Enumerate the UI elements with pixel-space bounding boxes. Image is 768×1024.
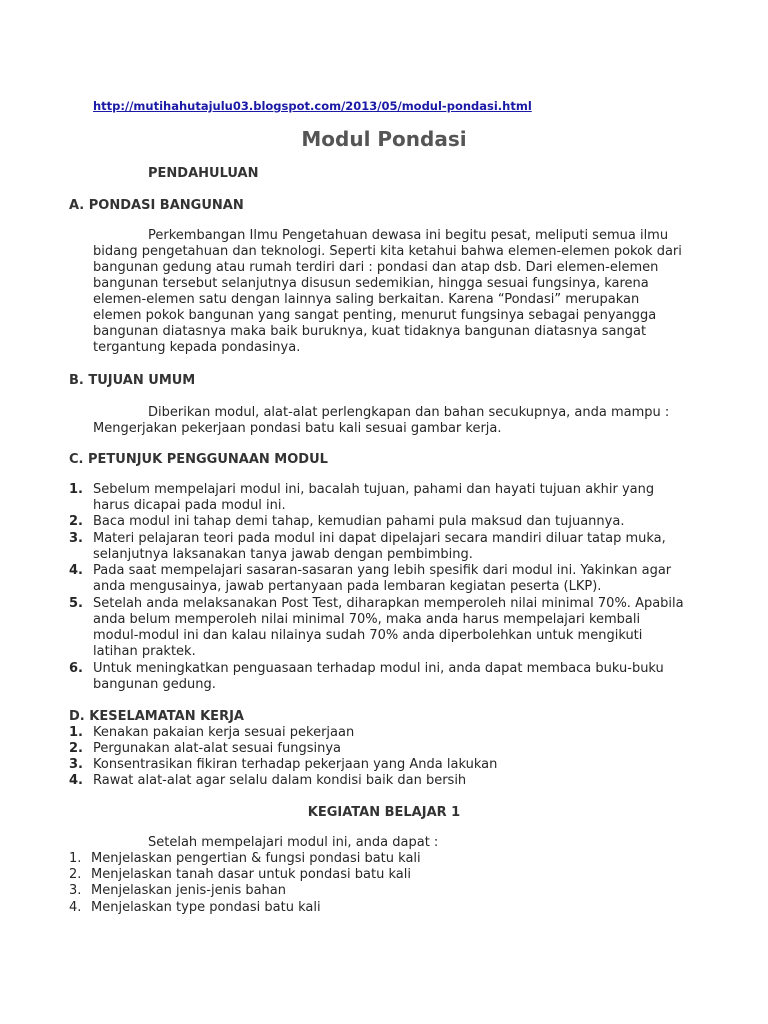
kegiatan-intro: Setelah mempelajari modul ini, anda dapat :: [148, 835, 439, 850]
list-number: 2.: [69, 867, 82, 882]
list-text: Menjelaskan pengertian & fungsi pondasi batu kali: [91, 851, 421, 866]
list-text: Menjelaskan jenis-jenis bahan: [91, 883, 287, 898]
list-text: Pada saat mempelajari sasaran-sasaran yang lebih spesifik dari modul ini. Yakinkan agar anda mengusainya, jawab pertanyaan pada lembaran kegiatan peserta (LKP).: [93, 563, 672, 594]
list-number: 6.: [69, 661, 83, 676]
section-b-heading: B. TUJUAN UMUM: [69, 373, 196, 388]
section-b-paragraph: Diberikan modul, alat-alat perlengkapan dan bahan secukupnya, anda mampu : Mengerjakan pekerjaan pondasi batu kali sesuai gambar kerja.: [93, 405, 670, 436]
list-number: 1.: [69, 851, 82, 866]
section-c-heading: C. PETUNJUK PENGGUNAAN MODUL: [69, 452, 328, 467]
list-text: Baca modul ini tahap demi tahap, kemudian pahami pula maksud dan tujuannya.: [93, 514, 625, 529]
list-number: 4.: [69, 563, 83, 578]
list-number: 2.: [69, 514, 83, 529]
list-number: 5.: [69, 596, 83, 611]
page-title: Modul Pondasi: [301, 127, 467, 151]
list-text: Rawat alat-alat agar selalu dalam kondisi baik dan bersih: [93, 773, 467, 788]
list-number: 1.: [69, 725, 83, 740]
list-text: Konsentrasikan fikiran terhadap pekerjaan yang Anda lakukan: [93, 757, 498, 772]
intro-heading: PENDAHULUAN: [148, 166, 259, 181]
section-a-heading: A. PONDASI BANGUNAN: [69, 198, 244, 213]
source-link[interactable]: http://mutihahutajulu03.blogspot.com/2013/05/modul-pondasi.html: [93, 99, 532, 113]
list-text: Kenakan pakaian kerja sesuai pekerjaan: [93, 725, 355, 740]
list-text: Pergunakan alat-alat sesuai fungsinya: [93, 741, 342, 756]
list-number: 2.: [69, 741, 83, 756]
section-d-heading: D. KESELAMATAN KERJA: [69, 709, 244, 724]
list-number: 1.: [69, 482, 83, 497]
list-number: 3.: [69, 757, 83, 772]
list-number: 4.: [69, 773, 83, 788]
list-text: Untuk meningkatkan penguasaan terhadap modul ini, anda dapat membaca buku-buku bangunan gedung.: [93, 661, 664, 692]
list-text: Menjelaskan type pondasi batu kali: [91, 900, 321, 915]
kegiatan-heading: KEGIATAN BELAJAR 1: [307, 805, 461, 820]
list-number: 3.: [69, 883, 82, 898]
list-number: 3.: [69, 531, 83, 546]
list-text: Menjelaskan tanah dasar untuk pondasi batu kali: [91, 867, 411, 882]
list-text: Setelah anda melaksanakan Post Test, diharapkan memperoleh nilai minimal 70%. Apabila anda belum memperoleh nilai minimal 70%, maka anda harus mempelajari kembali modul-modul ini dan kalau nilainya sudah 70% anda diperbolehkan untuk mengikuti latihan praktek.: [93, 596, 684, 659]
section-a-paragraph: Perkembangan Ilmu Pengetahuan dewasa ini begitu pesat, meliputi semua ilmu bidang pengetahuan dan teknologi. Seperti kita ketahui bahwa elemen-elemen pokok dari bangunan gedung atau rumah terdiri dari : pondasi dan atap dsb. Dari elemen-elemen bangunan tersebut selanjutnya disusun sedemikian, hingga sesuai fungsinya, karena elemen-elemen satu dengan lainnya saling berkaitan. Karena “Pondasi” merupakan elemen pokok bangunan yang sangat penting, menurut fungsinya sebagai penyangga bangunan diatasnya maka baik buruknya, kuat tidaknya bangunan diatasnya sangat tergantung kepada pondasinya.: [93, 228, 682, 355]
list-number: 4.: [69, 900, 82, 915]
list-text: Sebelum mempelajari modul ini, bacalah tujuan, pahami dan hayati tujuan akhir yang harus dicapai pada modul ini.: [93, 482, 655, 513]
list-text: Materi pelajaran teori pada modul ini dapat dipelajari secara mandiri diluar tatap muka, selanjutnya laksanakan tanya jawab dengan pembimbing.: [93, 531, 666, 562]
